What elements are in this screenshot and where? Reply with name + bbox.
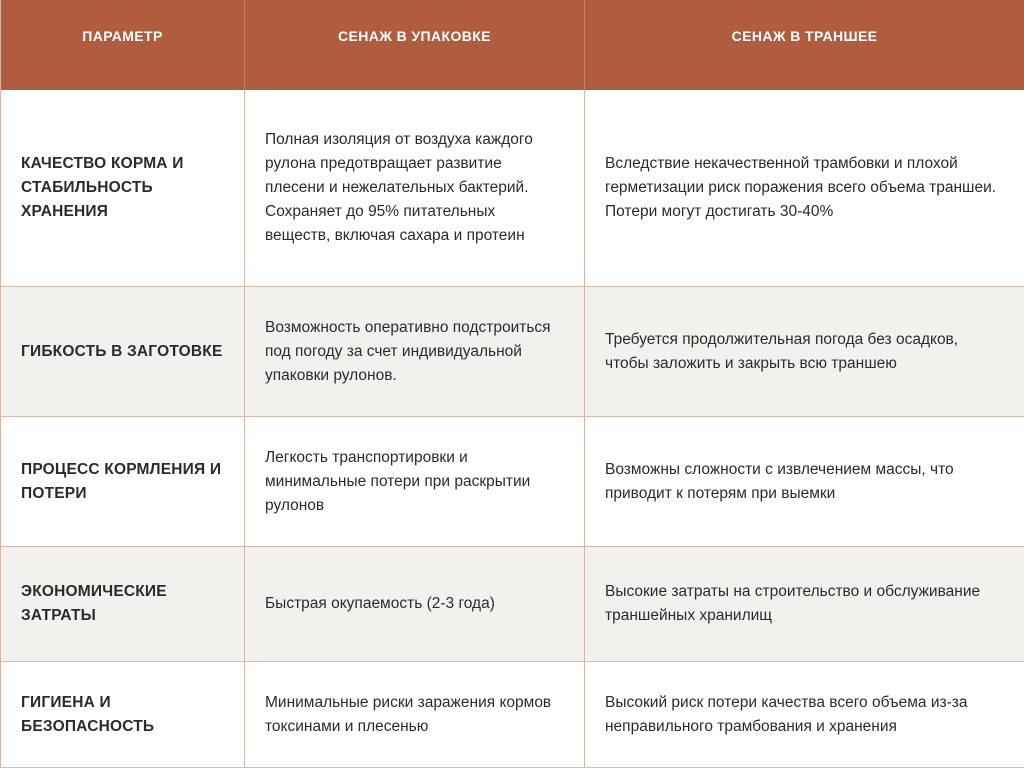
- header-parameter-label: ПАРАМЕТР: [82, 28, 163, 44]
- row-packaged-text: Легкость транспортировки и минимальные потери при раскрытии рулонов: [265, 448, 531, 514]
- header-packaged-label: СЕНАЖ В УПАКОВКЕ: [338, 28, 491, 44]
- row-trench-text: Требуется продолжительная погода без осадков, чтобы заложить и закрыть всю траншею: [605, 330, 959, 372]
- table-row-3-trench: [585, 417, 1024, 547]
- table-row-5-packaged: [245, 662, 585, 768]
- row-parameter-text: ЭКОНОМИЧЕСКИЕ ЗАТРАТЫ: [21, 583, 167, 624]
- table-row-5-parameter: [0, 662, 245, 768]
- table-row-1-parameter: [0, 90, 245, 287]
- table-row-3-parameter: [0, 417, 245, 547]
- header-trench: [585, 0, 1024, 90]
- table-row-3-packaged: [245, 417, 585, 547]
- header-packaged: [245, 0, 585, 90]
- row-parameter-text: ГИГИЕНА И БЕЗОПАСНОСТЬ: [21, 693, 155, 735]
- table-row-1-trench: [585, 90, 1024, 287]
- table-row-2-trench: [585, 287, 1024, 417]
- row-parameter-text: ПРОЦЕСС КОРМЛЕНИЯ И ПОТЕРИ: [21, 460, 222, 502]
- row-trench-text: Возможны сложности с извлечением массы, что приводит к потерям при выемки: [605, 460, 954, 502]
- row-trench-text: Вследствие некачественной трамбовки и плохой герметизации риск поражения всего объема траншеи. Потери могут достигать 30-40%: [605, 155, 997, 220]
- table-row-1-packaged: [245, 90, 585, 287]
- table-row-2-parameter: [0, 287, 245, 417]
- table-row-4-trench: [585, 547, 1024, 662]
- row-packaged-text: Возможность оперативно подстроиться под погоду за счет индивидуальной упаковки рулонов.: [265, 318, 551, 384]
- table-row-5-trench: [585, 662, 1024, 768]
- row-parameter-text: ГИБКОСТЬ В ЗАГОТОВКЕ: [21, 342, 223, 360]
- row-parameter-text: КАЧЕСТВО КОРМА И СТАБИЛЬНОСТЬ ХРАНЕНИЯ: [21, 155, 184, 220]
- header-trench-label: СЕНАЖ В ТРАНШЕЕ: [731, 28, 878, 44]
- row-trench-text: Высокий риск потери качества всего объема из-за неправильного трамбования и хранения: [605, 693, 968, 735]
- row-packaged-text: Минимальные риски заражения кормов токсинами и плесенью: [265, 693, 552, 735]
- table-row-4-parameter: [0, 547, 245, 662]
- table-row-2-packaged: [245, 287, 585, 417]
- header-parameter: [0, 0, 245, 90]
- row-packaged-text: Полная изоляция от воздуха каждого рулона предотвращает развитие плесени и нежелательных бактерий. Сохраняет до 95% питательных веществ, включая сахара и протеин: [265, 131, 533, 244]
- row-packaged-text: Быстрая окупаемость (2-3 года): [265, 595, 495, 612]
- row-trench-text: Высокие затраты на строительство и обслуживание траншейных хранилищ: [605, 583, 981, 624]
- table-row-4-packaged: [245, 547, 585, 662]
